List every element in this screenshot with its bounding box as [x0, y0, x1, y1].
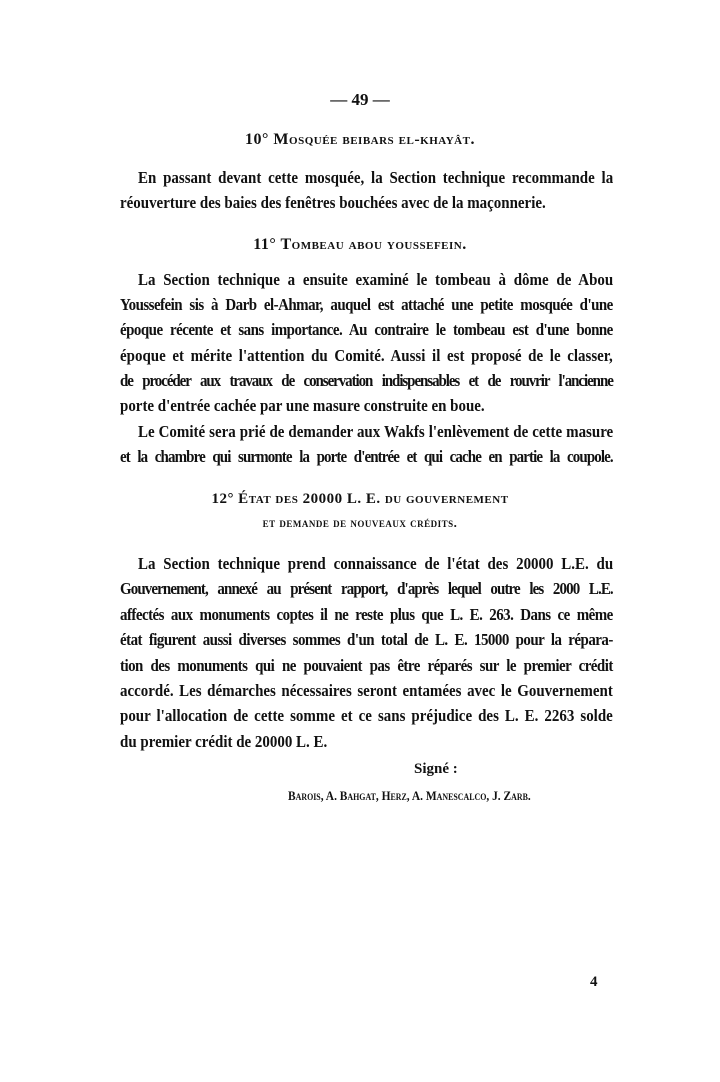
section-heading-12: 12° État des 20000 L. E. du gouvernement — [211, 491, 509, 507]
paragraph-line: La Section technique prend connaissance de l'état des 20000 L.E. du — [138, 554, 614, 573]
page-number: — 49 — — [330, 90, 390, 109]
paragraph-line: pour l'allocation de cette somme et ce sans préjudice des L. E. 2263 solde — [120, 706, 613, 725]
paragraph-line: accordé. Les démarches nécessaires seront entamées avec le Gouvernement — [120, 681, 613, 700]
paragraph-line: porte d'entrée cachée par une masure construite en boue. — [120, 396, 485, 415]
section-heading-11: 11° Tombeau abou youssefein. — [253, 236, 467, 253]
paragraph-line: Le Comité sera prié de demander aux Wakfs l'enlèvement de cette masure — [138, 422, 614, 441]
signatories: Barois, A. Bahgat, Herz, A. Manescalco, J. Zarb. — [288, 788, 531, 803]
paragraph-line: de procéder aux travaux de conservation indispensables et de rouvrir l'ancienne — [120, 371, 613, 390]
paragraph-line: du premier crédit de 20000 L. E. — [120, 732, 328, 751]
paragraph-line: Youssefein sis à Darb el-Ahmar, auquel est attaché une petite mosquée d'une — [120, 295, 613, 314]
section-heading-12-line2: et demande de nouveaux crédits. — [262, 515, 458, 530]
paragraph-line: tion des monuments qui ne pouvaient pas être réparés sur le premier crédit — [120, 656, 613, 675]
signature-mark: 4 — [590, 974, 598, 990]
paragraph-line: La Section technique a ensuite examiné le tombeau à dôme de Abou — [138, 270, 614, 289]
paragraph-line: époque récente et sans importance. Au contraire le tombeau est d'une bonne — [120, 320, 613, 339]
section-heading-10: 10° Mosquée beibars el-khayât. — [245, 131, 475, 148]
paragraph-line: époque et mérite l'attention du Comité. Aussi il est proposé de le classer, — [120, 346, 613, 365]
paragraph-line: affectés aux monuments coptes il ne reste plus que L. E. 263. Dans ce même — [120, 605, 613, 624]
paragraph-line: En passant devant cette mosquée, la Section technique recommande la — [138, 168, 614, 187]
paragraph-line: Gouvernement, annexé au présent rapport, d'après lequel outre les 2000 L.E. — [120, 579, 613, 598]
paragraph-line: état figurent aussi diverses sommes d'un total de L. E. 15000 pour la répara- — [120, 630, 613, 649]
signature-label: Signé : — [414, 761, 458, 777]
paragraph-line: réouverture des baies des fenêtres bouchées avec de la maçonnerie. — [120, 193, 546, 212]
paragraph-line: et la chambre qui surmonte la porte d'entrée et qui cache en partie la coupole. — [120, 447, 613, 466]
